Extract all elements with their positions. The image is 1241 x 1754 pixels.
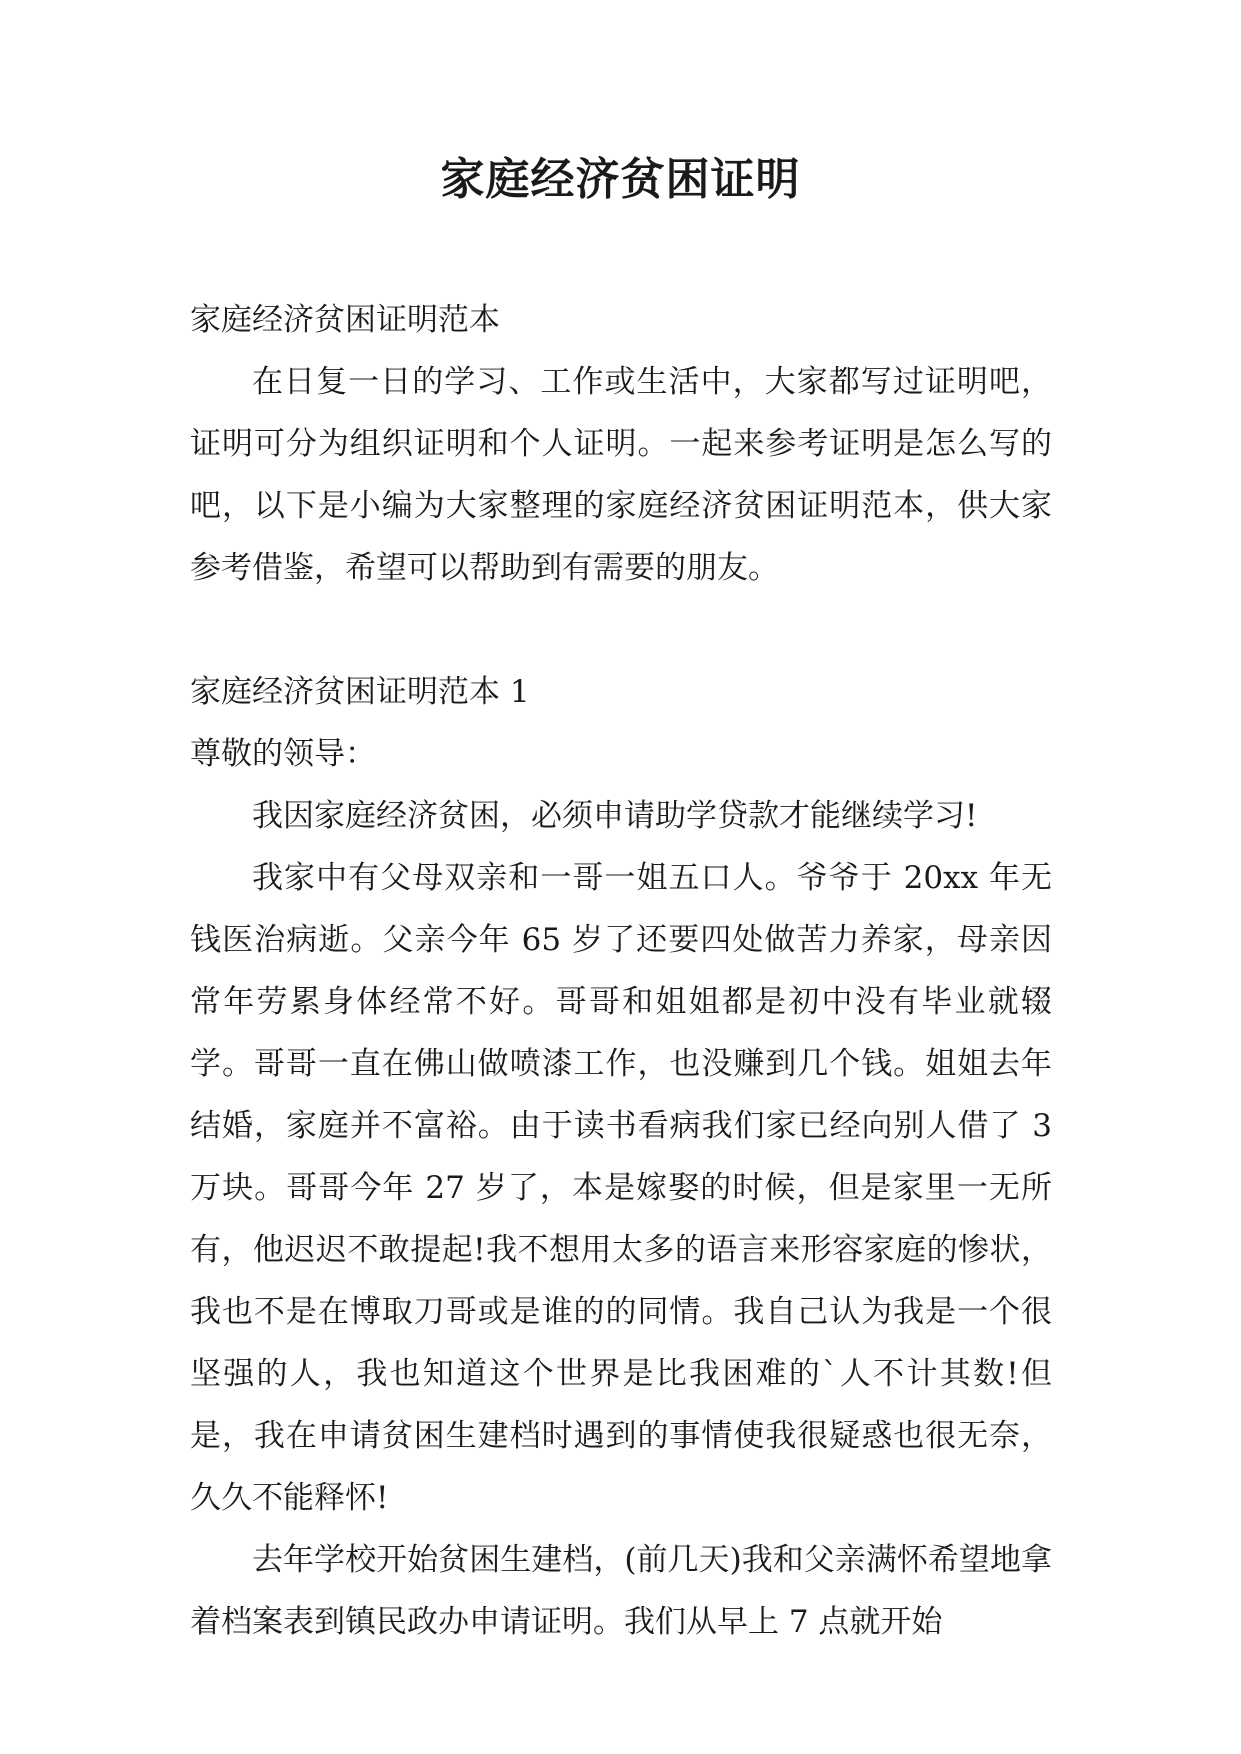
salutation: 尊敬的领导：: [190, 736, 376, 772]
document-body: [190, 289, 1052, 1653]
document-title: 家庭经济贫困证明: [440, 154, 801, 205]
intro-paragraph: 在日复一日的学习、工作或生活中，大家都写过证明吧，证明可分为组织证明和个人证明。一起来参考证明是怎么写的吧，以下是小编为大家整理的家庭经济贫困证明范本，供大家参考借鉴，希望可以帮助到有需要的朋友。: [190, 364, 1052, 586]
document-subtitle: 家庭经济贫困证明范本: [190, 302, 500, 338]
body-paragraph: 去年学校开始贫困生建档，(前几天)我和父亲满怀希望地拿着档案表到镇民政办申请证明。我们从早上 7 点就开始: [190, 1542, 1052, 1640]
body-paragraph: 我因家庭经济贫困，必须申请助学贷款才能继续学习!: [252, 798, 978, 834]
section-heading: 家庭经济贫困证明范本 1: [190, 674, 530, 710]
body-paragraph: 我家中有父母双亲和一哥一姐五口人。爷爷于 20xx 年无钱医治病逝。父亲今年 65 岁了还要四处做苦力养家，母亲因常年劳累身体经常不好。哥哥和姐姐都是初中没有毕业就辍学。哥哥一直在佛山做喷漆工作，也没赚到几个钱。姐姐去年结婚，家庭并不富裕。由于读书看病我们家已经向别人借了 3 万块。哥哥今年 27 岁了，本是嫁娶的时候，但是家里一无所有，他迟迟不敢提起!我不想用太多的语言来形容家庭的惨状，我也不是在博取刀哥或是谁的的同情。我自己认为我是一个很坚强的人，我也知道这个世界是比我困难的`人不计其数!但是，我在申请贫困生建档时遇到的事情使我很疑惑也很无奈，久久不能释怀!: [190, 860, 1052, 1516]
